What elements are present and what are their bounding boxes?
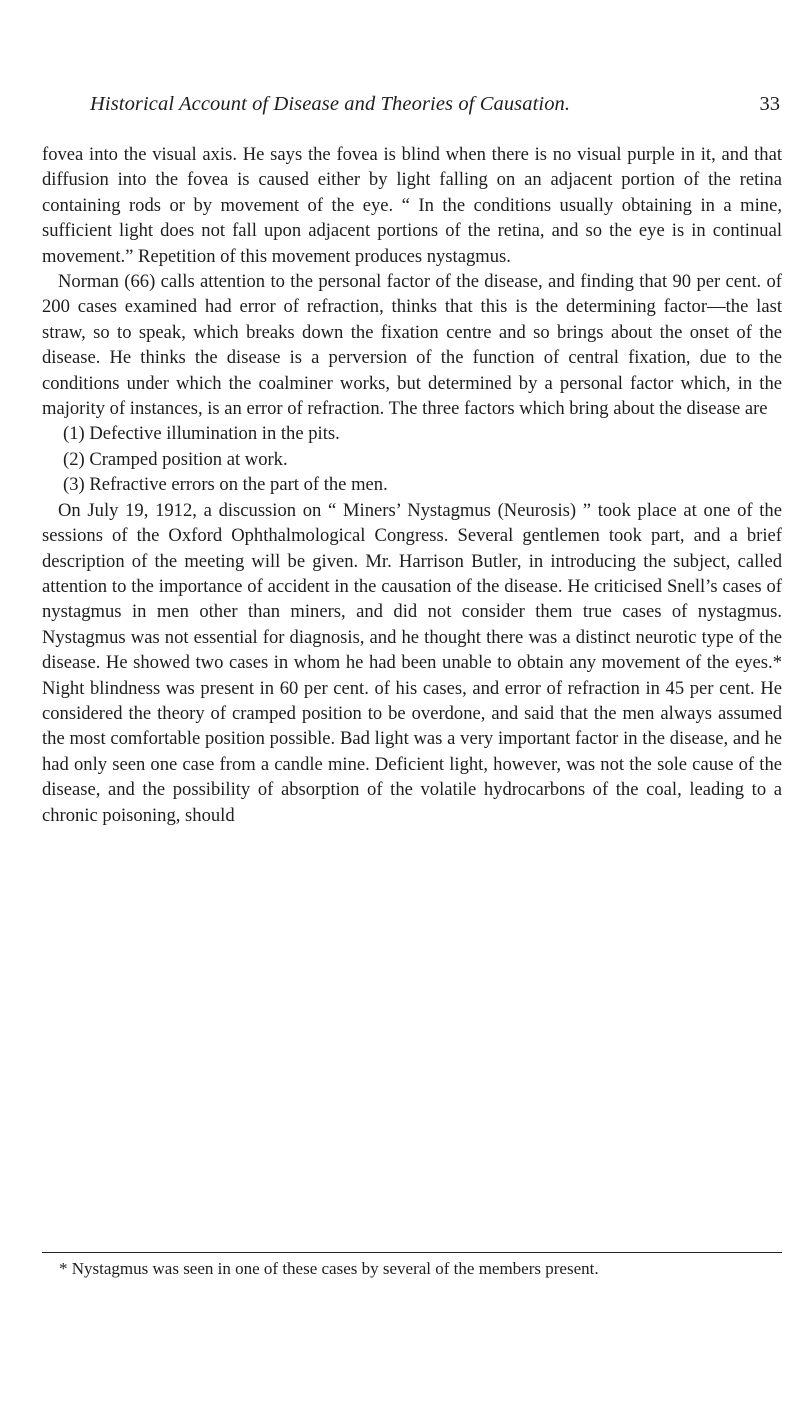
- page-number: 33: [759, 93, 780, 115]
- body-text: [42, 142, 782, 828]
- list-item: (1) Defective illumination in the pits.: [63, 423, 340, 445]
- paragraph-oxford-congress: On July 19, 1912, a discussion on “ Miners’ Nystagmus (Neurosis) ” took place at one of the sessions of the Oxford Ophthalmological Congress. Several gentlemen took part, and a brief description of the meeting will be given. Mr. Harrison Butler, in introducing the subject, called attention to the importance of accident in the causation of the disease. He criticised Snell’s cases of nystagmus in men other than miners, and did not consider them true cases of nystagmus. Nystagmus was not essential for diagnosis, and he thought there was a distinct neurotic type of the disease. He showed two cases in whom he had been unable to obtain any movement of the eyes.* Night blindness was present in 60 per cent. of his cases, and error of refraction in 45 per cent. He considered the theory of cramped position to be overdone, and said that the men always assumed the most comfortable position possible. Bad light was a very important factor in the disease, and he had only seen one case from a candle mine. Deficient light, however, was not the sole cause of the disease, and the possibility of absorption of the volatile hydrocarbons of the coal, leading to a chronic poisoning, should: [42, 499, 782, 826]
- paragraph-norman: Norman (66) calls attention to the personal factor of the disease, and finding that 90 per cent. of 200 cases examined had error of refraction, thinks that this is the determining factor—the last straw, so to speak, which breaks down the fixation centre and so brings about the onset of the disease. He thinks the disease is a perversion of the function of central fixation, due to the conditions under which the coalminer works, but determined by a personal factor which, in the majority of instances, is an error of refraction. The three factors which bring about the disease are: [42, 271, 782, 420]
- paragraph-continuation: fovea into the visual axis. He says the fovea is blind when there is no visual purple in it, and that diffusion into the fovea is caused either by light falling on an adjacent portion of the retina containing rods or by movement of the eye. “ In the conditions usually obtaining in a mine, sufficient light does not fall upon adjacent portions of the retina, and so the eye is in continual movement.” Repetition of this movement produces nystagmus.: [42, 144, 782, 267]
- list-item: (2) Cramped position at work.: [63, 448, 288, 470]
- running-head: [90, 93, 780, 123]
- footnote-rule: [42, 1252, 782, 1253]
- running-title: Historical Account of Disease and Theories of Causation.: [90, 93, 571, 115]
- list-item: (3) Refractive errors on the part of the men.: [63, 474, 388, 496]
- footnote-text: * Nystagmus was seen in one of these cases by several of the members present.: [59, 1259, 599, 1278]
- footnote: [42, 1258, 782, 1280]
